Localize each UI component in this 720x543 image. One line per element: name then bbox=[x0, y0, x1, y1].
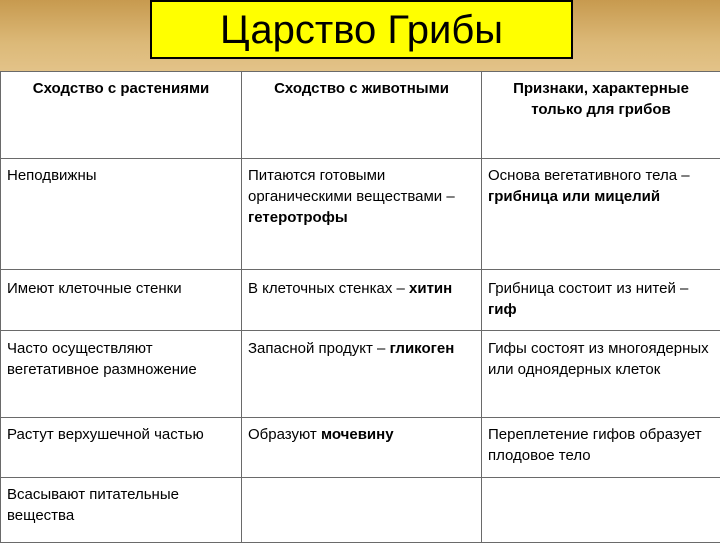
cell-plants: Неподвижны bbox=[1, 159, 242, 270]
cell-animals: В клеточных стенках – хитин bbox=[242, 270, 482, 331]
cell-fungi-only: Переплетение гифов образует плодовое тело bbox=[482, 418, 720, 478]
header-fungi-only: Признаки, характерные только для грибов bbox=[482, 72, 720, 159]
cell-fungi-only: Основа вегетативного тела – грибница или мицелий bbox=[482, 159, 720, 270]
cell-fungi-only: Гифы состоят из многоядерных или одноядерных клеток bbox=[482, 331, 720, 418]
table-header-row bbox=[1, 72, 720, 159]
cell-plants: Часто осуществляют вегетативное размножение bbox=[1, 331, 242, 418]
header-plants: Сходство с растениями bbox=[1, 72, 242, 159]
table-row bbox=[1, 418, 720, 478]
header-animals: Сходство с животными bbox=[242, 72, 482, 159]
cell-animals: Запасной продукт – гликоген bbox=[242, 331, 482, 418]
table-row bbox=[1, 270, 720, 331]
slide-title bbox=[150, 0, 573, 59]
cell-animals bbox=[242, 478, 482, 543]
cell-plants: Имеют клеточные стенки bbox=[1, 270, 242, 331]
cell-plants: Растут верхушечной частью bbox=[1, 418, 242, 478]
cell-fungi-only: Грибница состоит из нитей – гиф bbox=[482, 270, 720, 331]
table-row bbox=[1, 478, 720, 543]
cell-plants: Всасывают питательные вещества bbox=[1, 478, 242, 543]
cell-animals: Образуют мочевину bbox=[242, 418, 482, 478]
table-row bbox=[1, 159, 720, 270]
cell-fungi-only bbox=[482, 478, 720, 543]
comparison-table bbox=[0, 71, 720, 543]
title-text: Царство Грибы bbox=[220, 10, 503, 50]
cell-animals: Питаются готовыми органическими веществами – гетеротрофы bbox=[242, 159, 482, 270]
table-row bbox=[1, 331, 720, 418]
